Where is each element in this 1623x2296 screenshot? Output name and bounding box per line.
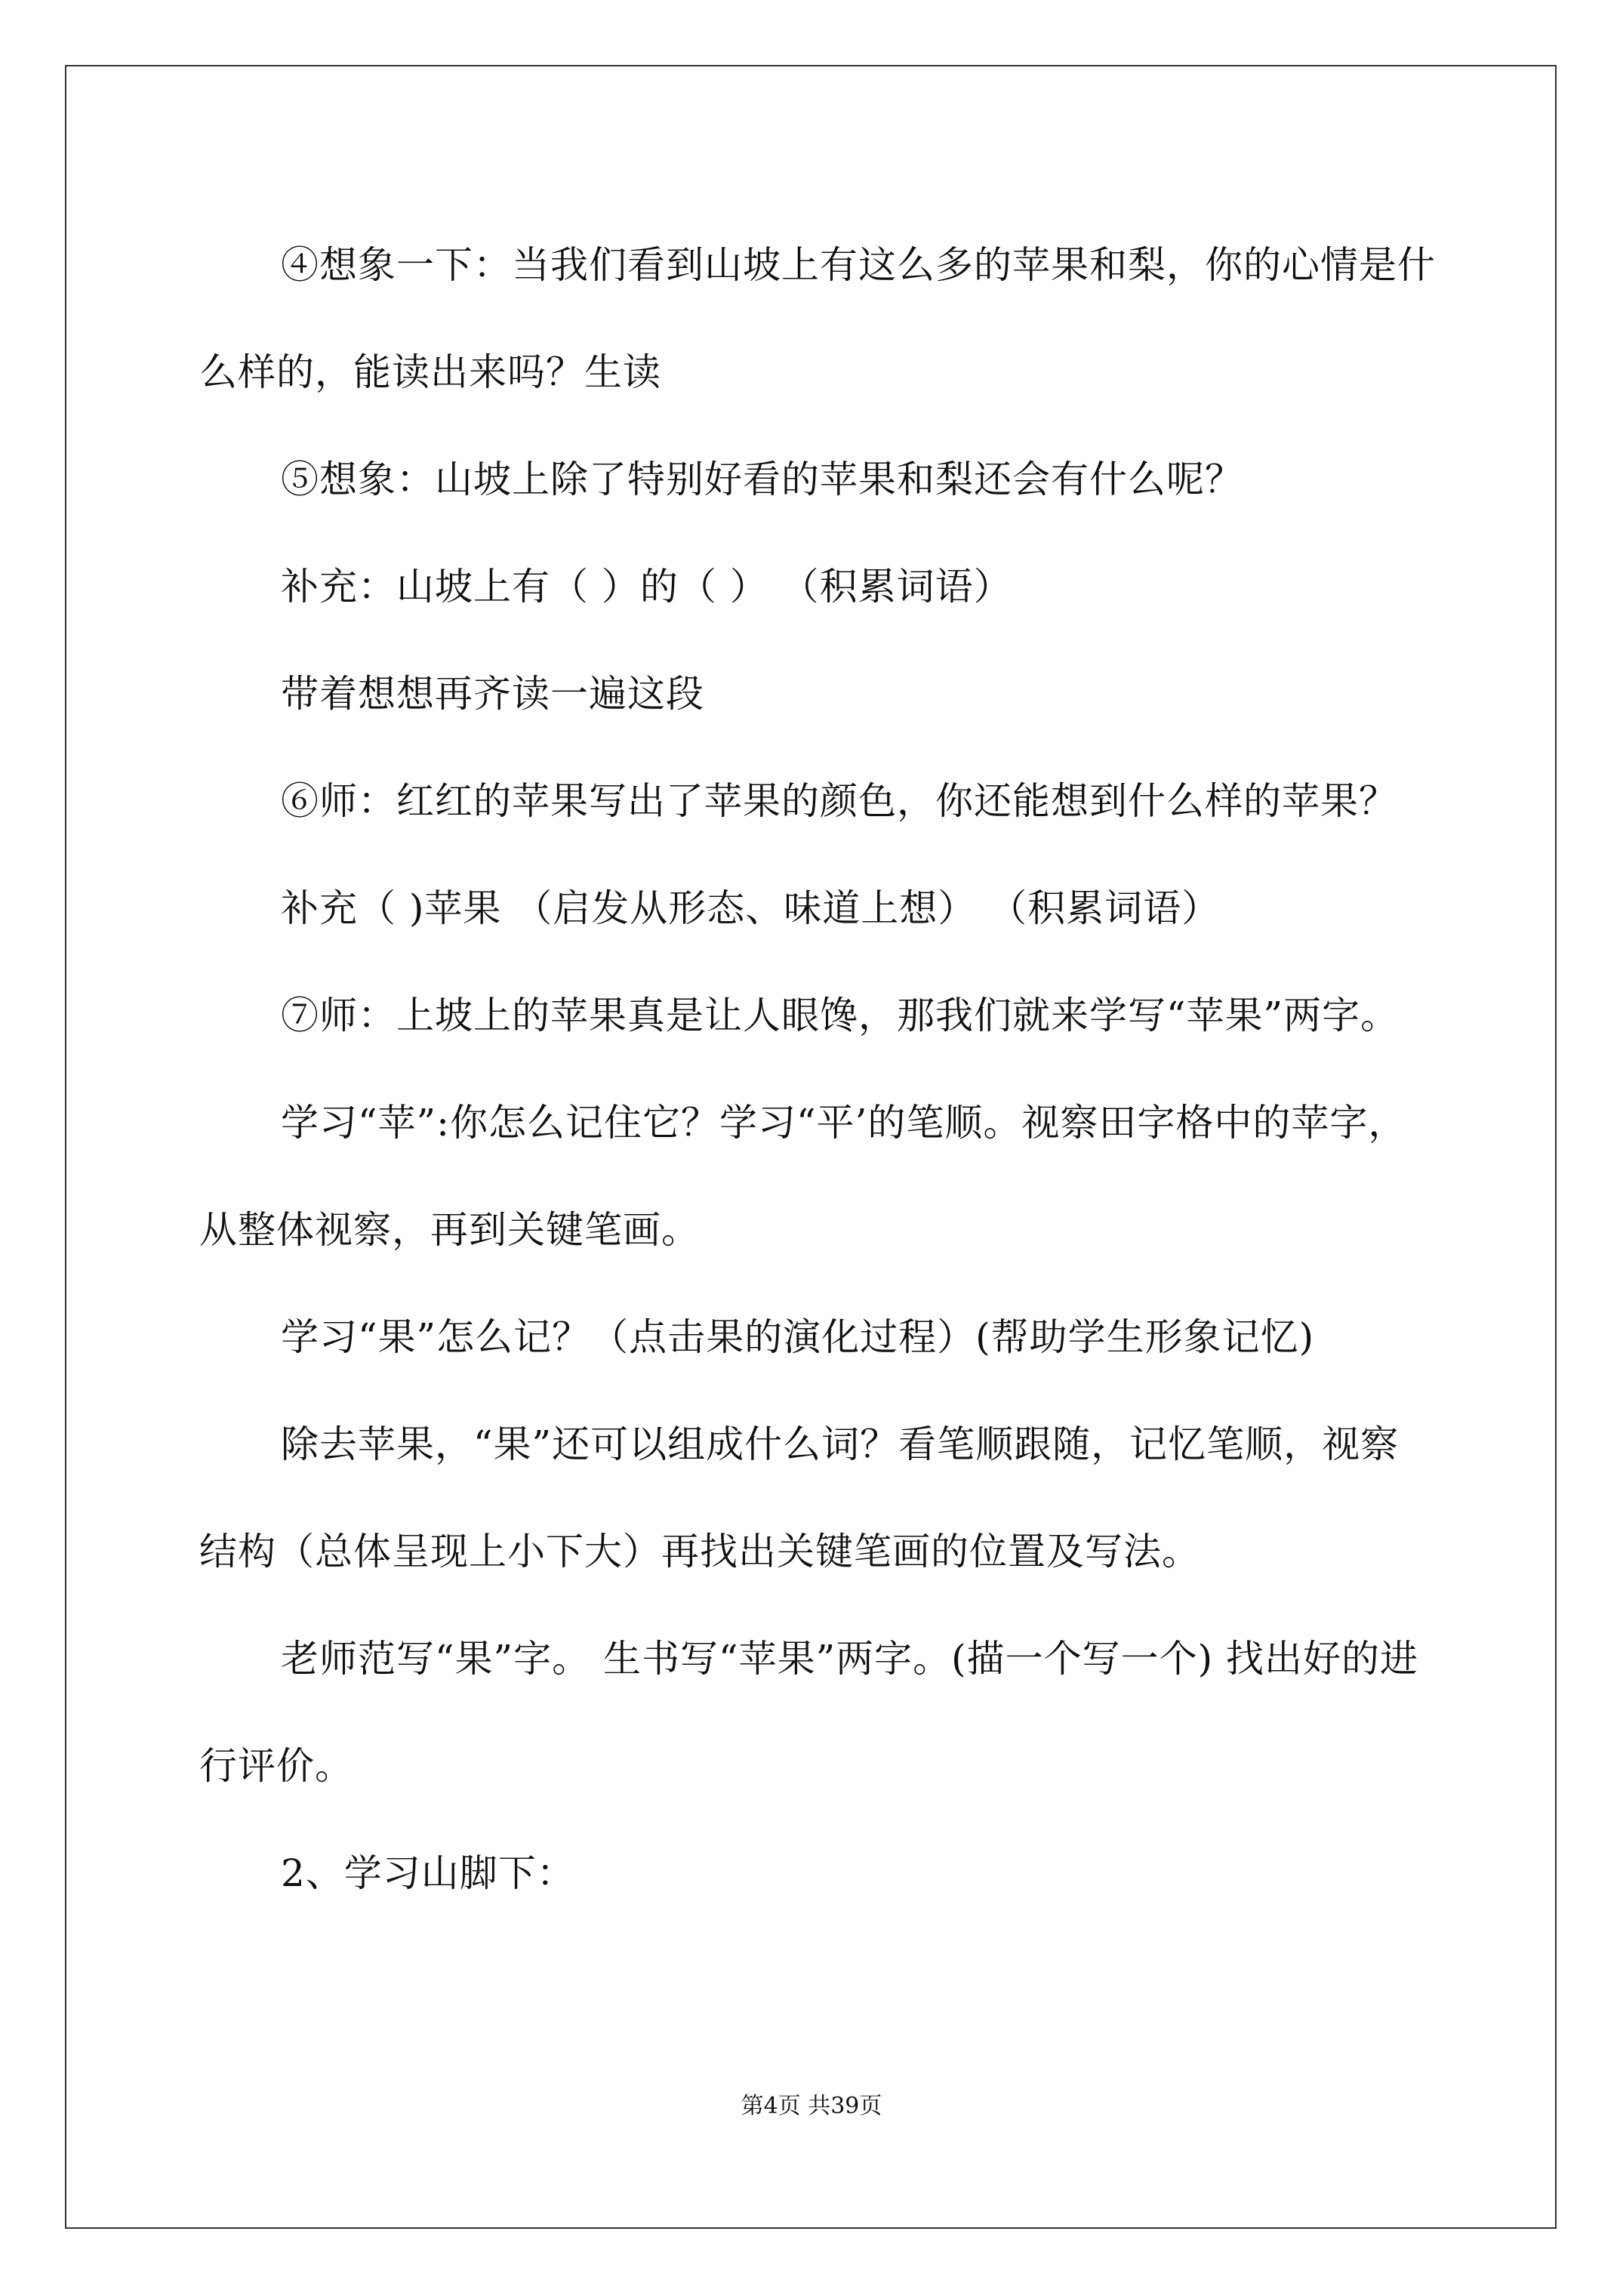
document-body (199, 211, 1437, 1927)
paragraph-teacher-write-apple: ⑦师：上坡上的苹果真是让人眼馋，那我们就来学写“苹果”两字。 (281, 994, 1400, 1037)
paragraph-section-2: 2、学习山脚下： (281, 1851, 575, 1895)
paragraph-supplement-hillside: 补充：山坡上有（ ）的（ ） （积累词语） (281, 565, 1012, 609)
paragraph-teacher-red-apples: ⑥师：红红的苹果写出了苹果的颜色，你还能想到什么样的苹果？ (281, 779, 1397, 823)
paragraph-learn-guo: 学习“果”怎么记？（点击果的演化过程）(帮助学生形象记忆) (281, 1315, 1315, 1359)
paragraph-learn-ping: 学习“苹”:你怎么记住它？学习“平’的笔顺。视察田字格中的苹字，从整体视察，再到关键笔画。 (199, 1101, 1407, 1252)
paragraph-read-again: 带着想想再齐读一遍这段 (281, 672, 704, 716)
paragraph-teacher-demo: 老师范写“果”字。 生书写“苹果”两字。(描一个写一个) 找出好的进行评价。 (199, 1637, 1419, 1788)
paragraph-imagine-mood: ④想象一下：当我们看到山坡上有这么多的苹果和梨，你的心情是什么样的，能读出来吗？生读 (199, 243, 1436, 394)
paragraph-guo-words: 除去苹果，“果”还可以组成什么词？看笔顺跟随，记忆笔顺，视察结构（总体呈现上小下大）再找出关键笔画的位置及写法。 (199, 1422, 1400, 1573)
page-footer: 第4页 共39页 (741, 2093, 882, 2119)
paragraph-supplement-apples: 补充（ )苹果 （启发从形态、味道上想） （积累词语） (281, 886, 1221, 930)
paragraph-imagine-hillside: ⑤想象：山坡上除了特别好看的苹果和梨还会有什么呢？ (281, 458, 1243, 501)
